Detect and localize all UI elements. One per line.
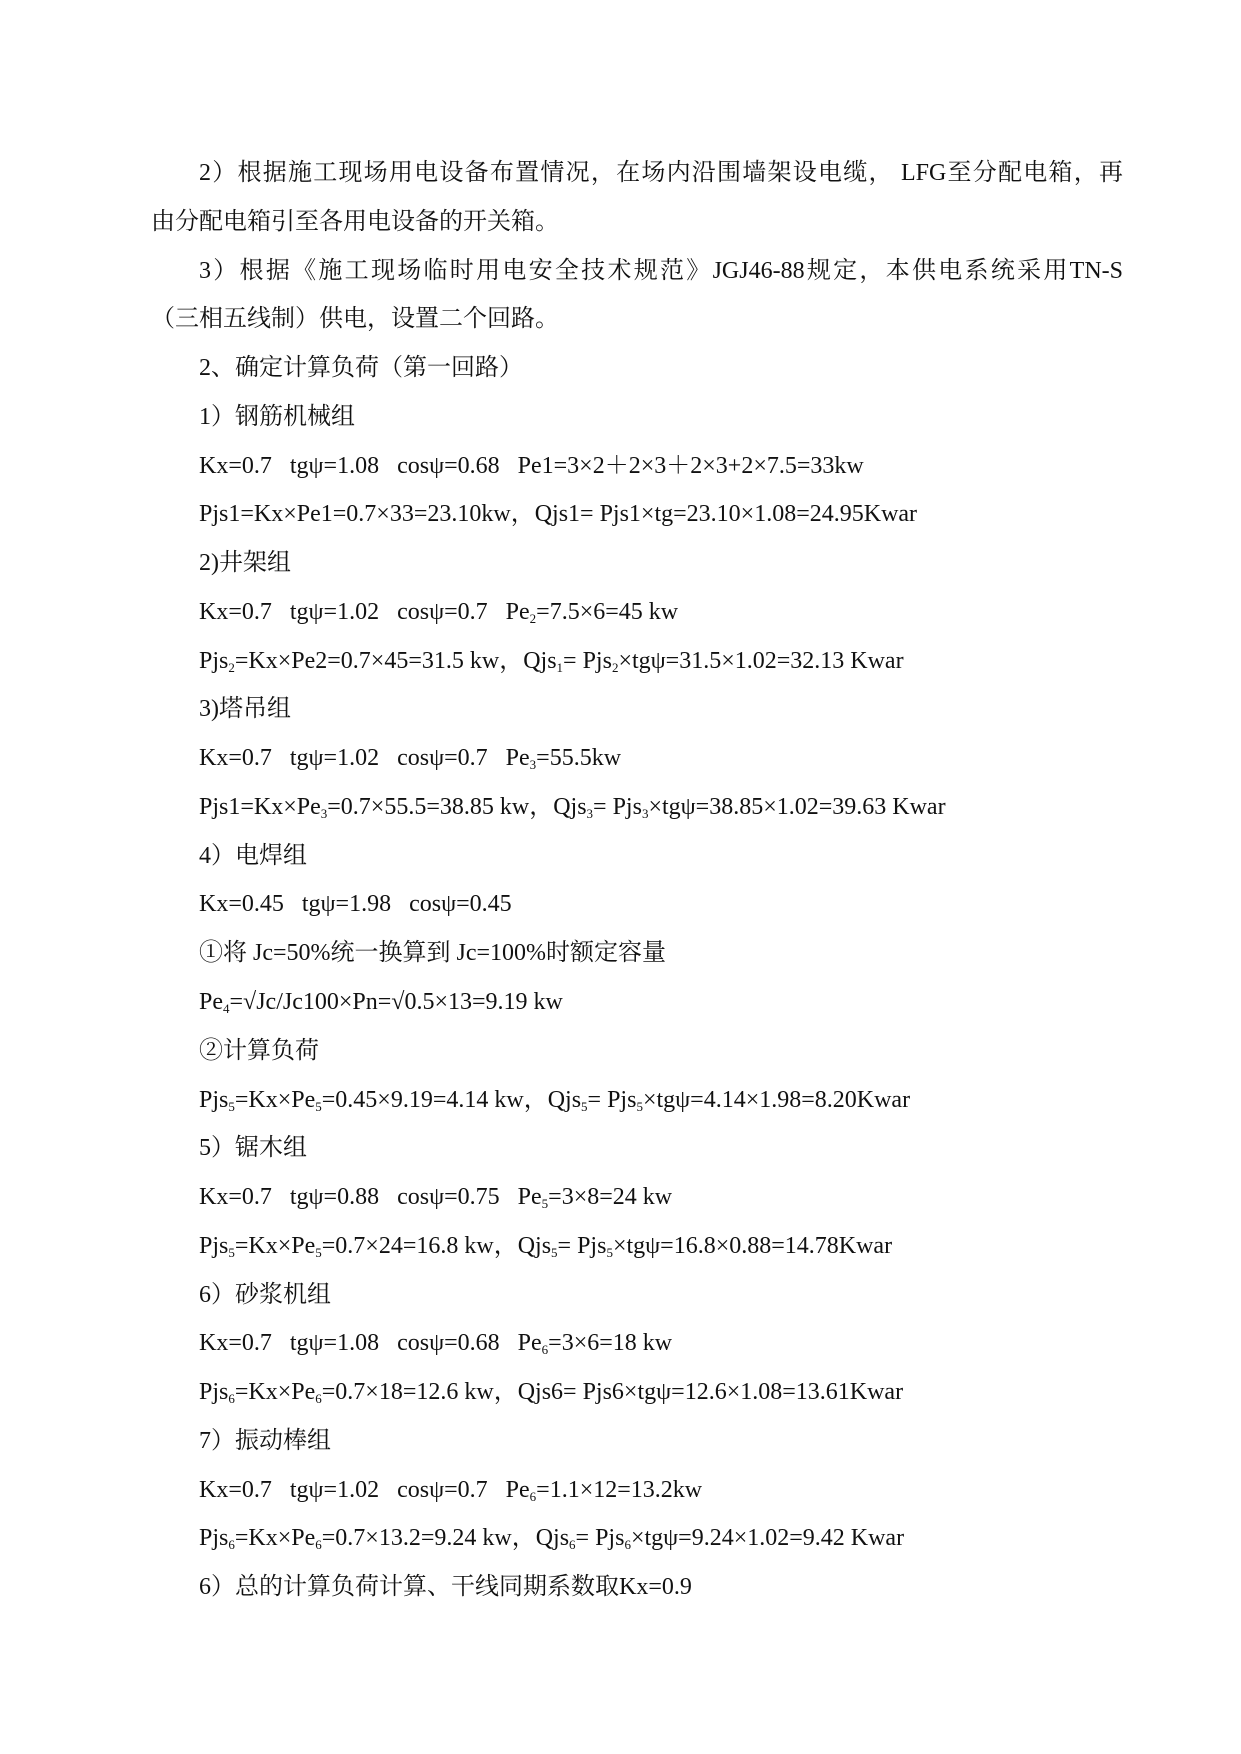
formula-text: Pjs	[199, 1379, 229, 1406]
formula-text: Kx=0.45 tgψ=1.98 cosψ=0.45	[199, 891, 512, 918]
subscript: 2	[529, 610, 537, 626]
subscript: 6	[228, 1537, 235, 1553]
heading-text: 6）总的计算负荷计算、干线同期系数取Kx=0.9	[199, 1574, 692, 1601]
subscript: 2	[228, 659, 235, 675]
formula-text: Pjs1=Kx×Pe	[199, 793, 321, 820]
formula-text: Kx=0.7 tgψ=1.02 cosψ=0.7 Pe	[199, 745, 530, 772]
heading-text: 2)井架组	[199, 550, 291, 577]
subscript: 5	[315, 1098, 322, 1114]
formula-line	[151, 588, 1123, 637]
heading-text: 5）锯木组	[199, 1135, 307, 1162]
section-heading	[151, 1124, 1123, 1173]
formula-text: ×tgψ=4.14×1.98=8.20Kwar	[642, 1086, 911, 1113]
section-heading	[151, 1271, 1123, 1320]
formula-text: Pjs	[199, 1525, 229, 1552]
section-heading	[151, 344, 1123, 393]
formula-line	[151, 783, 1123, 832]
subscript: 6	[529, 1488, 537, 1504]
paragraph-line	[151, 198, 1123, 247]
formula-text: =Kx×Pe	[234, 1232, 316, 1259]
formula-text: =7.5×6=45 kw	[536, 598, 679, 625]
heading-text: 3)塔吊组	[199, 696, 291, 723]
formula-line	[151, 880, 1123, 929]
formula-line	[151, 442, 1123, 491]
subscript: 3	[320, 805, 328, 821]
subscript: 5	[228, 1098, 235, 1114]
formula-text: =1.1×12=13.2kw	[536, 1476, 703, 1503]
subscript: 6	[624, 1537, 631, 1553]
formula-text: = Pjs	[557, 1232, 607, 1259]
line-text: 3）根据《施工现场临时用电安全技术规范》JGJ46-88规定，本供电系统采用TN-S	[199, 257, 1123, 284]
formula-text: = Pjs	[575, 1525, 625, 1552]
subscript: 6	[569, 1537, 576, 1553]
formula-line	[151, 490, 1123, 539]
formula-text: =0.7×55.5=38.85 kw，Qjs	[327, 793, 587, 820]
formula-text: ×tgψ=38.85×1.02=39.63 Kwar	[648, 793, 946, 820]
formula-text: =0.7×24=16.8 kw，Qjs	[321, 1232, 552, 1259]
section-heading	[151, 539, 1123, 588]
formula-text: =55.5kw	[536, 745, 622, 772]
formula-line	[151, 1222, 1123, 1271]
formula-text: Pjs	[199, 647, 229, 674]
subscript: 5	[636, 1098, 643, 1114]
subscript: 5	[541, 1196, 549, 1212]
formula-text: Pjs1=Kx×Pe1=0.7×33=23.10kw，Qjs1= Pjs1×tg=23.10×1.08=24.95Kwar	[199, 501, 918, 528]
subscript: 1	[556, 659, 564, 675]
paragraph-line	[151, 929, 1123, 978]
paragraph-line	[151, 247, 1123, 296]
section-heading	[151, 1563, 1123, 1612]
formula-text: Kx=0.7 tgψ=1.02 cosψ=0.7 Pe	[199, 598, 530, 625]
subscript: 5	[315, 1244, 322, 1260]
formula-text: Pe	[199, 989, 223, 1016]
subscript: 4	[223, 1001, 230, 1017]
formula-text: Kx=0.7 tgψ=0.88 cosψ=0.75 Pe	[199, 1184, 542, 1211]
formula-text: =√Jc/Jc100×Pn=√0.5×13=9.19 kw	[229, 989, 563, 1016]
formula-text: =Kx×Pe	[234, 1086, 316, 1113]
formula-text: =Kx×Pe	[234, 1525, 316, 1552]
subscript: 6	[315, 1391, 322, 1407]
formula-text: =0.45×9.19=4.14 kw，Qjs	[321, 1086, 582, 1113]
section-heading	[151, 832, 1123, 881]
formula-line	[151, 1466, 1123, 1515]
subscript: 6	[315, 1537, 322, 1553]
formula-line	[151, 1173, 1123, 1222]
formula-line	[151, 1514, 1123, 1563]
subscript: 3	[529, 757, 537, 773]
formula-text: Kx=0.7 tgψ=1.08 cosψ=0.68 Pe	[199, 1330, 542, 1357]
paragraph-line	[151, 295, 1123, 344]
subscript: 3	[586, 805, 594, 821]
formula-line	[151, 978, 1123, 1027]
section-heading	[151, 393, 1123, 442]
formula-line	[151, 1319, 1123, 1368]
formula-text: Kx=0.7 tgψ=1.02 cosψ=0.7 Pe	[199, 1476, 530, 1503]
heading-text: 4）电焊组	[199, 842, 307, 869]
formula-text: ×tgψ=9.24×1.02=9.42 Kwar	[630, 1525, 905, 1552]
subscript: 5	[581, 1098, 588, 1114]
paragraph-line	[151, 149, 1123, 198]
section-heading	[151, 1417, 1123, 1466]
formula-text: =3×6=18 kw	[548, 1330, 673, 1357]
formula-text: =0.7×18=12.6 kw，Qjs6= Pjs6×tgψ=12.6×1.08=13.61Kwar	[321, 1379, 904, 1406]
heading-text: 2、确定计算负荷（第一回路）	[199, 355, 523, 382]
formula-text: = Pjs	[563, 647, 612, 674]
formula-line	[151, 1076, 1123, 1125]
formula-line	[151, 637, 1123, 686]
subscript: 5	[551, 1244, 558, 1260]
formula-text: =0.7×13.2=9.24 kw，Qjs	[321, 1525, 570, 1552]
formula-line	[151, 1368, 1123, 1417]
formula-line	[151, 734, 1123, 783]
formula-text: = Pjs	[587, 1086, 637, 1113]
heading-text: 1）钢筋机械组	[199, 403, 355, 430]
subscript: 6	[541, 1342, 549, 1358]
formula-text: ×tgψ=16.8×0.88=14.78Kwar	[612, 1232, 893, 1259]
heading-text: 6）砂浆机组	[199, 1281, 331, 1308]
heading-text: 7）振动棒组	[199, 1427, 331, 1454]
subscript: 2	[611, 659, 619, 675]
formula-text: = Pjs	[593, 793, 642, 820]
line-text: 2）根据施工现场用电设备布置情况，在场内沿围墙架设电缆， LFG至分配电箱，再	[199, 160, 1123, 186]
formula-text: =Kx×Pe	[234, 1379, 316, 1406]
line-text: （三相五线制）供电，设置二个回路。	[151, 306, 559, 333]
line-text: ②计算负荷	[199, 1037, 319, 1064]
line-text: 由分配电箱引至各用电设备的开关箱。	[151, 208, 559, 235]
section-heading	[151, 685, 1123, 734]
subscript: 5	[606, 1244, 613, 1260]
subscript: 6	[228, 1391, 235, 1407]
paragraph-line	[151, 1027, 1123, 1076]
formula-text: ×tgψ=31.5×1.02=32.13 Kwar	[618, 647, 904, 674]
document-body	[151, 149, 1123, 1612]
formula-text: =Kx×Pe2=0.7×45=31.5 kw，Qjs	[234, 647, 557, 674]
formula-text: =3×8=24 kw	[548, 1184, 673, 1211]
formula-text: Kx=0.7 tgψ=1.08 cosψ=0.68 Pe1=3×2＋2×3＋2×3+2×7.5=33kw	[199, 452, 864, 479]
subscript: 5	[228, 1244, 235, 1260]
line-text: ①将 Jc=50%统一换算到 Jc=100%时额定容量	[199, 940, 667, 967]
formula-text: Pjs	[199, 1086, 229, 1113]
subscript: 3	[641, 805, 649, 821]
formula-text: Pjs	[199, 1232, 229, 1259]
